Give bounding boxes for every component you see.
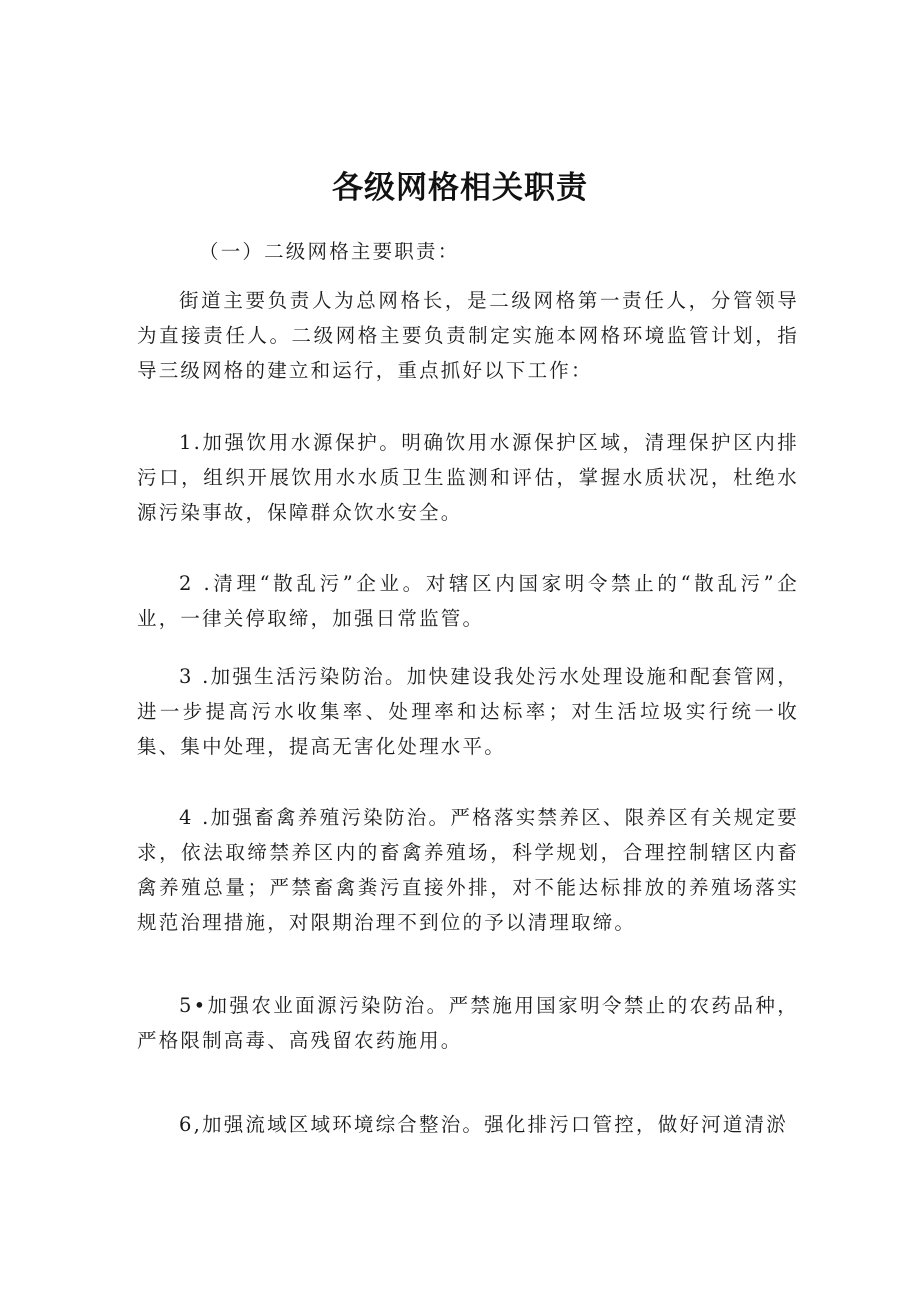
paragraph-item-4: 4 .加强畜禽养殖污染防治。严格落实禁养区、限养区有关规定要求，依法取缔禁养区内的畜禽养殖场，科学规划，合理控制辖区内畜禽养殖总量；严禁畜禽粪污直接外排，对不能达标排放的养殖场落实规范治理措施，对限期治理不到位的予以清理取缔。 [137,806,799,934]
section-heading: （一）二级网格主要职责： [199,240,460,263]
paragraph-item-6: 6,加强流域区域环境综合整治。强化排污口管控，做好河道清淤 [179,1113,788,1136]
paragraph-item-2: 2 .清理“散乱污”企业。对辖区内国家明令禁止的“散乱污”企业，一律关停取缔，加强日常监管。 [137,572,799,630]
paragraph-item-5: 5•加强农业面源污染防治。严禁施用国家明令禁止的农药品种，严格限制高毒、高残留农药施用。 [137,994,799,1052]
paragraph-intro: 街道主要负责人为总网格长，是二级网格第一责任人，分管领导为直接责任人。二级网格主要负责制定实施本网格环境监管计划，指导三级网格的建立和运行，重点抓好以下工作： [137,289,799,382]
page-title: 各级网格相关职责 [332,170,588,206]
paragraph-item-3: 3 .加强生活污染防治。加快建设我处污水处理设施和配套管网，进一步提高污水收集率、处理率和达标率；对生活垃圾实行统一收集、集中处理，提高无害化处理水平。 [137,665,799,758]
paragraph-item-1: 1.加强饮用水源保护。明确饮用水源保护区域，清理保护区内排污口，组织开展饮用水水质卫生监测和评估，掌握水质状况，杜绝水源污染事故，保障群众饮水安全。 [137,431,799,524]
